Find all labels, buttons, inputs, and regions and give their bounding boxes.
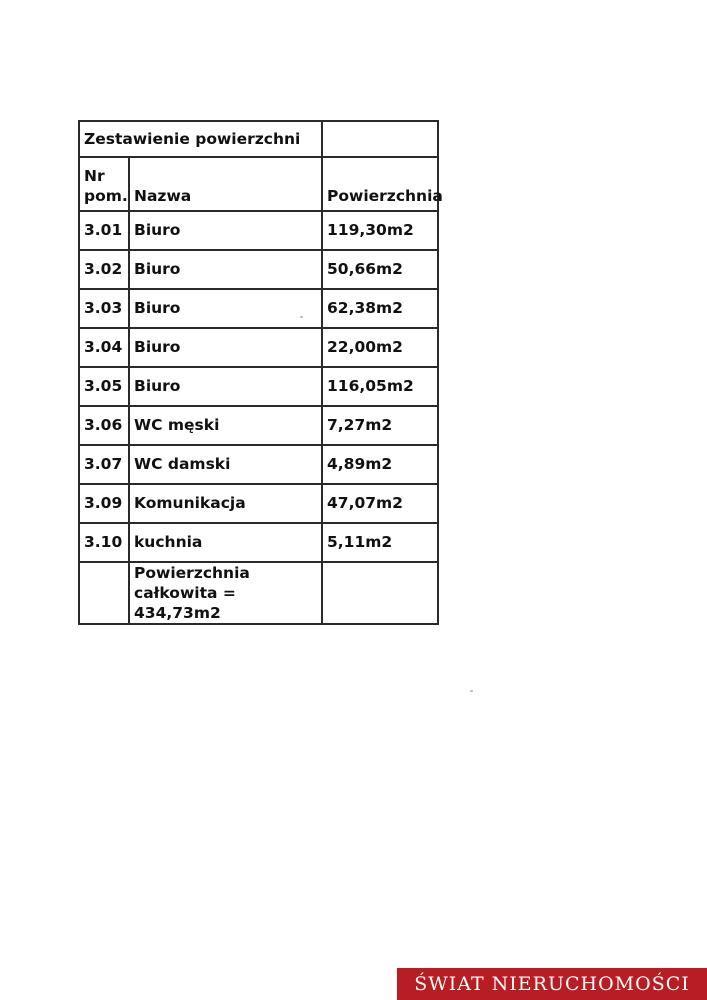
room-name: WC damski: [129, 445, 322, 484]
total-area-line1: Powierzchnia: [134, 564, 250, 582]
total-area-label: [129, 562, 322, 624]
room-name: Biuro: [129, 289, 322, 328]
table-row: [79, 328, 438, 367]
table-row: [79, 523, 438, 562]
scan-speck: [300, 316, 303, 318]
table-row: [79, 289, 438, 328]
room-area: 7,27m2: [322, 406, 438, 445]
room-area: 47,07m2: [322, 484, 438, 523]
watermark-logo: ŚWIAT NIERUCHOMOŚCI: [397, 968, 707, 1000]
total-area-line2: całkowita = 434,73m2: [134, 584, 236, 623]
room-area: 116,05m2: [322, 367, 438, 406]
room-number: 3.01: [79, 211, 129, 250]
room-name: Komunikacja: [129, 484, 322, 523]
table-title-row: [79, 121, 438, 157]
room-number: 3.03: [79, 289, 129, 328]
table-header-row: [79, 157, 438, 211]
room-name: WC męski: [129, 406, 322, 445]
room-number: 3.10: [79, 523, 129, 562]
header-room-number-line2: pom.: [84, 186, 128, 205]
header-name: Nazwa: [129, 157, 322, 211]
room-number: 3.09: [79, 484, 129, 523]
table-row: [79, 367, 438, 406]
total-empty-cell: [79, 562, 129, 624]
scan-speck: [470, 690, 473, 692]
room-name: Biuro: [129, 250, 322, 289]
header-room-number-line1: Nr: [84, 166, 105, 185]
table-row: [79, 484, 438, 523]
header-room-number: [79, 157, 129, 211]
room-number: 3.07: [79, 445, 129, 484]
room-name: Biuro: [129, 367, 322, 406]
room-name: kuchnia: [129, 523, 322, 562]
table-title: Zestawienie powierzchni: [79, 121, 322, 157]
header-area: Powierzchnia: [322, 157, 438, 211]
room-name: Biuro: [129, 328, 322, 367]
room-name: Biuro: [129, 211, 322, 250]
table-row: [79, 250, 438, 289]
room-area: 119,30m2: [322, 211, 438, 250]
room-area: 22,00m2: [322, 328, 438, 367]
room-number: 3.05: [79, 367, 129, 406]
room-number: 3.06: [79, 406, 129, 445]
room-area: 5,11m2: [322, 523, 438, 562]
room-area: 50,66m2: [322, 250, 438, 289]
table-row: [79, 406, 438, 445]
table-row: [79, 211, 438, 250]
room-area: 4,89m2: [322, 445, 438, 484]
table-total-row: [79, 562, 438, 624]
total-empty-value-cell: [322, 562, 438, 624]
table-title-empty-cell: [322, 121, 438, 157]
area-summary-table: [78, 120, 443, 625]
room-number: 3.02: [79, 250, 129, 289]
room-area: 62,38m2: [322, 289, 438, 328]
table-row: [79, 445, 438, 484]
room-number: 3.04: [79, 328, 129, 367]
